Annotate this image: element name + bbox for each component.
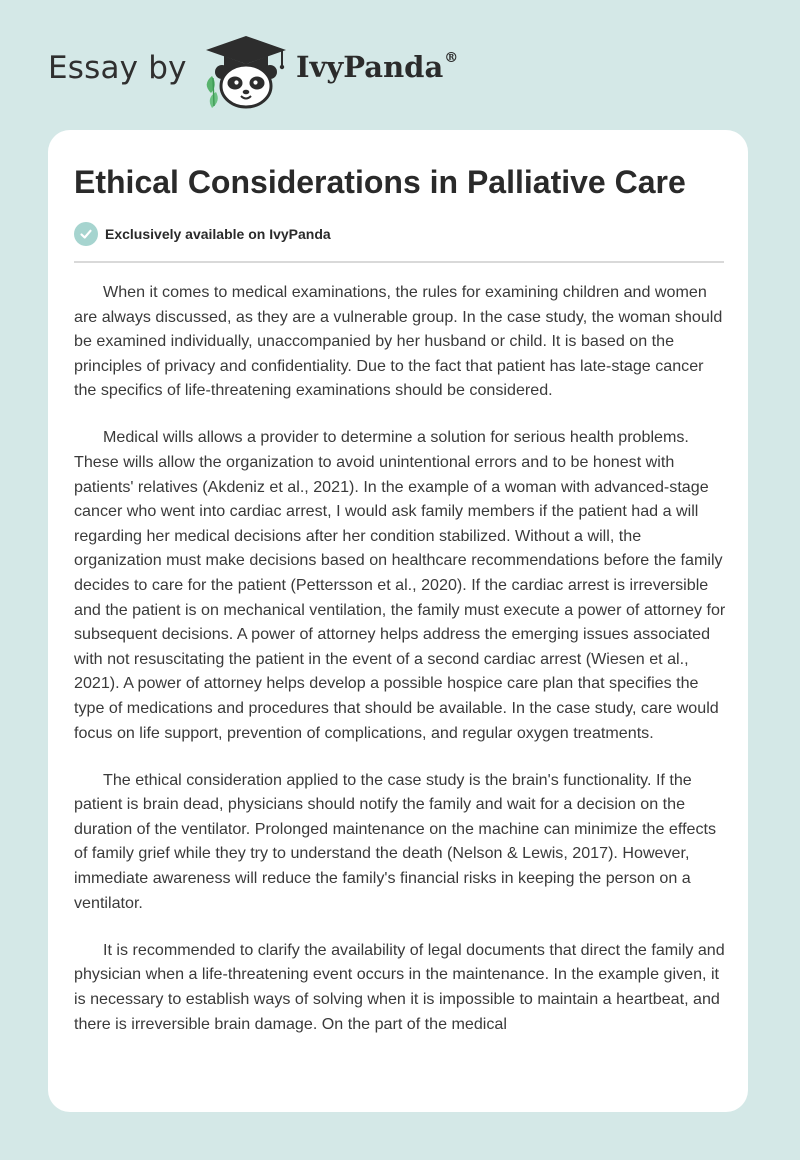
essay-paragraph: The ethical consideration applied to the case study is the brain's functionality. If the patient is brain dead, physicians should notify the family and wait for a decision on the duration of the ventilator. Prolonged maintenance on the machine can minimize the effects of family grief while they try to understand the death (Nelson & Lewis, 2017). However, immediate awareness will reduce the family's financial risks in keeping the person on a ventilator.	[74, 770, 717, 912]
exclusive-badge	[74, 222, 331, 246]
title-divider	[74, 261, 724, 263]
panda-logo-icon[interactable]	[202, 34, 290, 110]
brand-prefix: Essay by	[48, 50, 187, 86]
essay-body	[74, 280, 726, 1059]
checkmark-icon	[74, 222, 98, 246]
exclusive-badge-label: Exclusively available on IvyPanda	[105, 226, 331, 242]
site-header	[0, 0, 800, 130]
registered-mark: ®	[444, 50, 459, 67]
brand-name-text: IvyPanda	[296, 50, 444, 84]
essay-paragraph: Medical wills allows a provider to determine a solution for serious health problems. These wills allow the organization to avoid unintentional errors and to be honest with patients' relatives (Akdeniz et al., 2021). In the example of a woman with advanced-stage cancer who went into cardiac arrest, I would ask family members if the patient had a will regarding her medical decisions after her condition stabilized. Without a will, the organization must make decisions based on healthcare recommendations before the family decides to care for the patient (Pettersson et al., 2020). If the cardiac arrest is irreversible and the patient is on mechanical ventilation, the family must execute a power of attorney for subsequent decisions. A power of attorney helps address the emerging issues associated with not resuscitating the patient in the event of a second cardiac arrest (Wiesen et al., 2021). A power of attorney helps develop a possible hospice care plan that specifies the type of medications and procedures that should be available. In the case study, care would focus on life support, prevention of complications, and regular oxygen treatments.	[74, 428, 726, 742]
essay-paragraph: When it comes to medical examinations, the rules for examining children and women are always discussed, as they are a vulnerable group. In the case study, the woman should be examined individually, unaccompanied by her husband or child. It is based on the principles of privacy and confidentiality. Due to the fact that patient has late-stage cancer the specifics of life-threatening examinations should be considered.	[74, 283, 723, 400]
essay-title: Ethical Considerations in Palliative Care	[74, 164, 686, 200]
brand-name	[296, 50, 458, 84]
essay-paragraph: It is recommended to clarify the availability of legal documents that direct the family and physician when a life-threatening event occurs in the maintenance. In the example given, it is necessary to establish ways of solving when it is impossible to maintain a heartbeat, and there is irreversible brain damage. On the part of the medical	[74, 940, 725, 1033]
essay-card	[48, 130, 748, 1112]
